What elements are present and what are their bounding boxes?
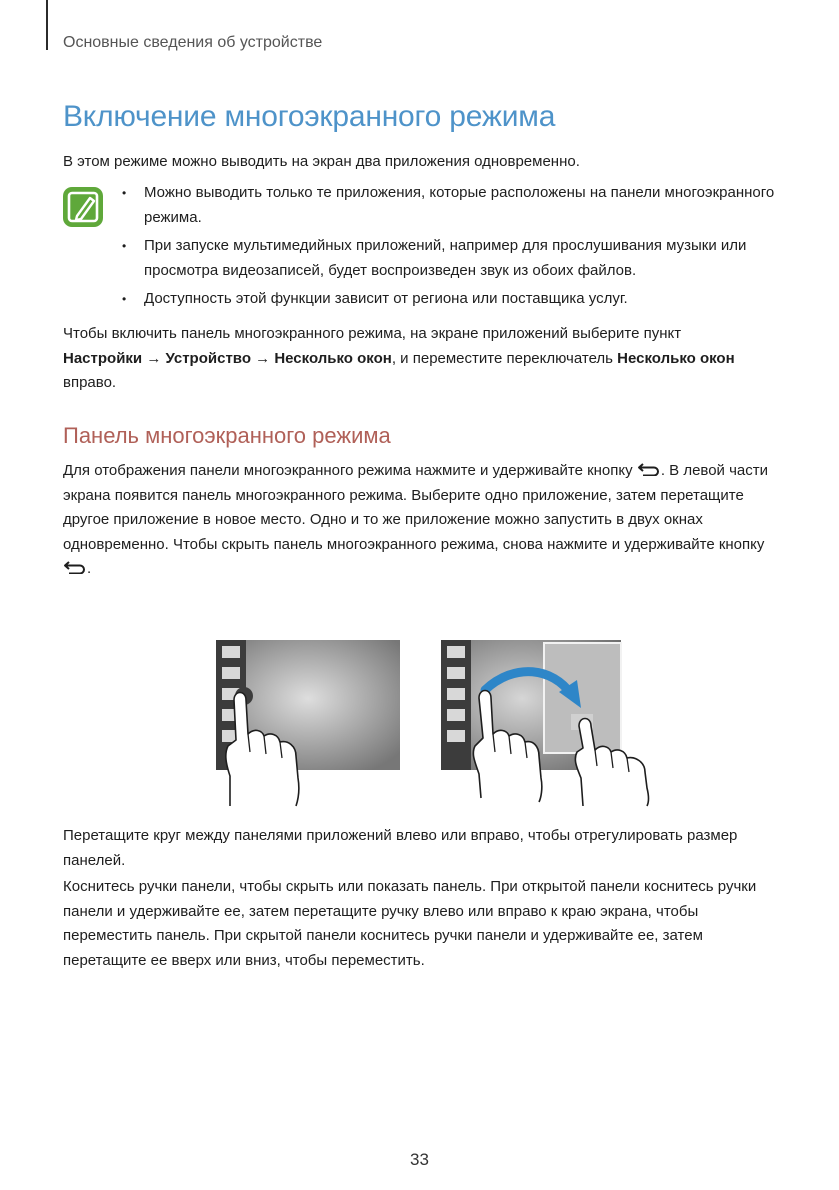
note-item: • Можно выводить только те приложения, которые расположены на панели многоэкранного режима. xyxy=(118,181,778,230)
menu-settings: Настройки xyxy=(63,349,143,367)
resize-text: Перетащите круг между панелями приложений влево или вправо, чтобы отрегулировать размер панелей. xyxy=(63,827,738,869)
section-header: Основные сведения об устройстве xyxy=(63,34,323,51)
note-pencil-icon xyxy=(62,186,104,228)
path-arrow: → xyxy=(255,349,271,367)
header-divider xyxy=(46,0,48,50)
enable-text: , и переместите переключатель xyxy=(391,349,613,367)
enable-instructions xyxy=(63,322,773,396)
enable-text: вправо. xyxy=(63,374,117,391)
section-subtitle: Панель многоэкранного режима xyxy=(63,423,391,448)
switch-multiwindow: Несколько окон xyxy=(617,349,735,367)
menu-device: Устройство xyxy=(165,349,251,367)
illustration-resize-panels xyxy=(216,638,402,808)
note-list xyxy=(118,181,778,316)
enable-text: Чтобы включить панель многоэкранного режима, на экране приложений выберите пункт xyxy=(63,325,682,342)
menu-multiwindow: Несколько окон xyxy=(274,349,392,367)
panel-text: . В левой части экрана появится панель многоэкранного режима. Выберите одно приложение, затем перетащите другое приложение в новое место. Одно и то же приложение можно запустить в двух окнах одновременно. Чтобы скрыть панель многоэкранного режима, снова нажмите и удерживайте кнопку xyxy=(63,462,769,553)
page-number: 33 xyxy=(410,1150,429,1169)
intro-text: В этом режиме можно выводить на экран два приложения одновременно. xyxy=(63,153,580,170)
panel-instructions xyxy=(63,459,773,582)
panel-text: Для отображения панели многоэкранного режима нажмите и удерживайте кнопку xyxy=(63,462,633,479)
back-icon xyxy=(63,560,87,574)
handle-text: Коснитесь ручки панели, чтобы скрыть или показать панель. При открытой панели коснитесь ручки панели и удерживайте ее, затем перетащите ручку влево или вправо к краю экрана, чтобы переместить панель. При скрытой панели коснитесь ручки панели и удерживайте ее, затем перетащите ее вверх или вниз, чтобы переместить. xyxy=(63,878,757,969)
back-icon xyxy=(637,462,661,476)
panel-text: . xyxy=(87,560,92,577)
page-title: Включение многоэкранного режима xyxy=(63,100,556,133)
note-item: • При запуске мультимедийных приложений, например для прослушивания музыки или просмотра видеозаписей, будет воспроизведен звук из обоих файлов. xyxy=(118,234,778,283)
note-item: • Доступность этой функции зависит от региона или поставщика услуг. xyxy=(118,287,778,312)
path-arrow: → xyxy=(146,349,162,367)
illustration-drag-app xyxy=(441,638,657,808)
